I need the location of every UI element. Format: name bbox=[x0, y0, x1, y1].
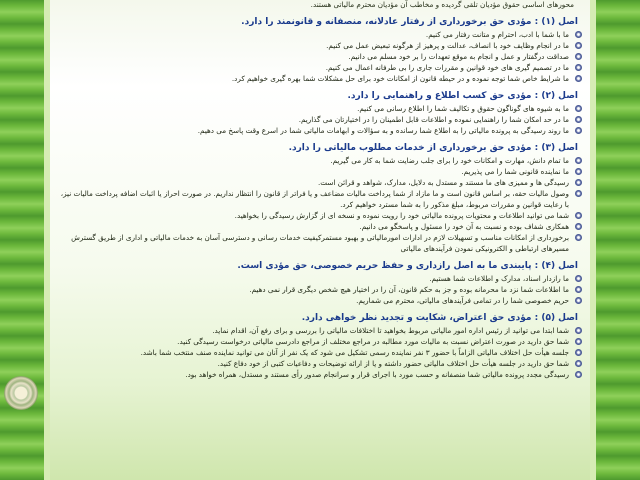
bullet-icon bbox=[575, 127, 582, 134]
list-item: ما شرایط خاص شما توجه نموده و در حیطه قانون از امکانات خود برای حل مشکلات شما بهره گیری خواهیم کرد. bbox=[60, 73, 582, 84]
bullet-icon bbox=[575, 157, 582, 164]
bullet-icon bbox=[575, 223, 582, 230]
list-item: ما به شیوه های گوناگون حقوق و تکالیف شما را اطلاع رسانی می کنیم. bbox=[60, 103, 582, 114]
bullet-icon bbox=[575, 105, 582, 112]
section-principle-3 bbox=[60, 142, 582, 254]
list-item: وصول مالیات حقه، بر اساس قانون است و ما مازاد از شما پرداخت مالیات مضاعف و یا فراتر از قانون را انتظار نداریم. در صورت احراز یا اثبات اضافه پرداخت مالیات نیز، با رعایت قوانین و مقررات مربوط، مبلغ مذکور را به شما مسترد خواهیم کرد. bbox=[60, 188, 582, 210]
list-item: ما رازدار اسناد، مدارک و اطلاعات شما هستیم. bbox=[60, 273, 582, 284]
section-principle-1 bbox=[60, 16, 582, 84]
bullet-icon bbox=[575, 42, 582, 49]
section-title: اصل (۲) : مؤدی حق کسب اطلاع و راهنمایی را دارد. bbox=[347, 91, 578, 101]
list-item: جلسه هیأت حل اختلاف مالیاتی الزاماً با حضور ۳ نفر نماینده رسمی تشکیل می شود که یک نفر از آنان می توانید نماینده صنف منتخب شما باشد. bbox=[60, 347, 582, 358]
list-item: رسیدگی ها و ممیزی های ما مستند و مستدل به دلایل، مدارک، شواهد و قرائن است. bbox=[60, 177, 582, 188]
bullet-icon bbox=[575, 64, 582, 71]
bullet-icon bbox=[575, 212, 582, 219]
bullet-icon bbox=[575, 371, 582, 378]
list-item: ما نماینده قانونی شما را می پذیریم. bbox=[60, 166, 582, 177]
bullet-icon bbox=[575, 349, 582, 356]
ornament-emblem-icon bbox=[4, 376, 38, 410]
list-item: برخورداری از امکانات مناسب و تسهیلات لازم در ادارات امورمالیاتی و بهبود مستمرکیفیت خدمات رسانی و دسترسی آسان به خدمات مالیاتی و اداری از طریق گسترش مسیرهای ارتباطی و الکترونیکی نمودن فرآیندهای مالیاتی bbox=[60, 232, 582, 254]
list-item: شما حق دارید در جلسه هیأت حل اختلاف مالیاتی حضور داشته و یا از ارائه توضیحات و دفاعیات کتبی از خود دفاع کنید. bbox=[60, 358, 582, 369]
section-title: اصل (۵) : مؤدی حق اعتراض، شکایت و تجدید نظر خواهی دارد. bbox=[301, 313, 578, 323]
intro-text: محورهای اساسی حقوق مؤدیان تلقی گردیده و مخاطب آن مؤدیان محترم مالیاتی هستند. bbox=[310, 0, 574, 9]
right-inner-border bbox=[590, 0, 596, 480]
left-decorative-border bbox=[0, 0, 44, 480]
section-title: اصل (۴) : پایبندی ما به اصل رازداری و حفظ حریم خصوصی، حق مؤدی است. bbox=[237, 261, 578, 271]
section-principle-5 bbox=[60, 312, 582, 380]
list-item: ما در انجام وظایف خود با انصاف، عدالت و پرهیز از هرگونه تبعیض عمل می کنیم. bbox=[60, 40, 582, 51]
list-item: حریم خصوصی شما را در تمامی فرآیندهای مالیاتی، محترم می شماریم. bbox=[60, 295, 582, 306]
bullet-icon bbox=[575, 275, 582, 282]
list-item: ما در حد امکان شما را راهنمایی نموده و اطلاعات قابل اطمینان را در اختیارتان می گذاریم. bbox=[60, 114, 582, 125]
bullet-icon bbox=[575, 53, 582, 60]
list-item: همکاری شفاف بوده و نسبت به آن خود را مسئول و پاسخگو می دانیم. bbox=[60, 221, 582, 232]
list-item: ما تمام دانش، مهارت و امکانات خود را برای جلب رضایت شما به کار می گیریم. bbox=[60, 155, 582, 166]
bullet-icon bbox=[575, 360, 582, 367]
bullet-icon bbox=[575, 338, 582, 345]
section-title: اصل (۱) : مؤدی حق برخورداری از رفتار عادلانه، منصفانه و قانونمند را دارد. bbox=[241, 17, 578, 27]
bullet-icon bbox=[575, 327, 582, 334]
bullet-icon bbox=[575, 116, 582, 123]
list-item: صداقت درگفتار و عمل و انجام به موقع تعهدات را بر خود مسلم می دانیم. bbox=[60, 51, 582, 62]
list-item: رسیدگی مجدد پرونده مالیاتی شما منصفانه و حسب مورد با اجرای قرار و سرانجام صدور رأی مستند و مستدل، همراه خواهد بود. bbox=[60, 369, 582, 380]
bullet-icon bbox=[575, 179, 582, 186]
bullet-icon bbox=[575, 286, 582, 293]
bullet-icon bbox=[575, 297, 582, 304]
section-title: اصل (۳) : مؤدی حق برخورداری از خدمات مطلوب مالیاتی را دارد. bbox=[288, 143, 578, 153]
bullet-icon bbox=[575, 168, 582, 175]
bullet-icon bbox=[575, 75, 582, 82]
list-item: شما ابتدا می توانید از رئیس اداره امور مالیاتی مربوط بخواهید تا اختلافات مالیاتی را بررسی و برای رفع آن، اقدام نماید. bbox=[60, 325, 582, 336]
right-decorative-border bbox=[596, 0, 640, 480]
bullet-icon bbox=[575, 234, 582, 241]
bullet-icon bbox=[575, 31, 582, 38]
list-item: ما با شما با ادب، احترام و متانت رفتار می کنیم. bbox=[60, 29, 582, 40]
section-principle-2 bbox=[60, 90, 582, 136]
list-item: ما در تصمیم گیری های خود قوانین و مقررات جاری را بی طرفانه اعمال می کنیم. bbox=[60, 62, 582, 73]
list-item: شما حق دارید در صورت اعتراض نسبت به مالیات مورد مطالبه در مراجع مختلف از مراجع دادرسی مالیاتی درخواست رسیدگی کنید. bbox=[60, 336, 582, 347]
list-item: شما می توانید اطلاعات و محتویات پرونده مالیاتی خود را رویت نموده و نسخه ای از گزارش رسیدگی را بخواهید. bbox=[60, 210, 582, 221]
list-item: ما اطلاعات شما نزد ما محرمانه بوده و جز به حکم قانون، آن را در اختیار هیچ شخص دیگری قرار نمی دهیم. bbox=[60, 284, 582, 295]
list-item: ما روند رسیدگی به پرونده مالیاتی را به اطلاع شما رسانده و به سؤالات و ابهامات مالیاتی شما در اسرع وقت پاسخ می دهیم. bbox=[60, 125, 582, 136]
section-principle-4 bbox=[60, 260, 582, 306]
document-page bbox=[50, 0, 590, 480]
bullet-icon bbox=[575, 190, 582, 197]
